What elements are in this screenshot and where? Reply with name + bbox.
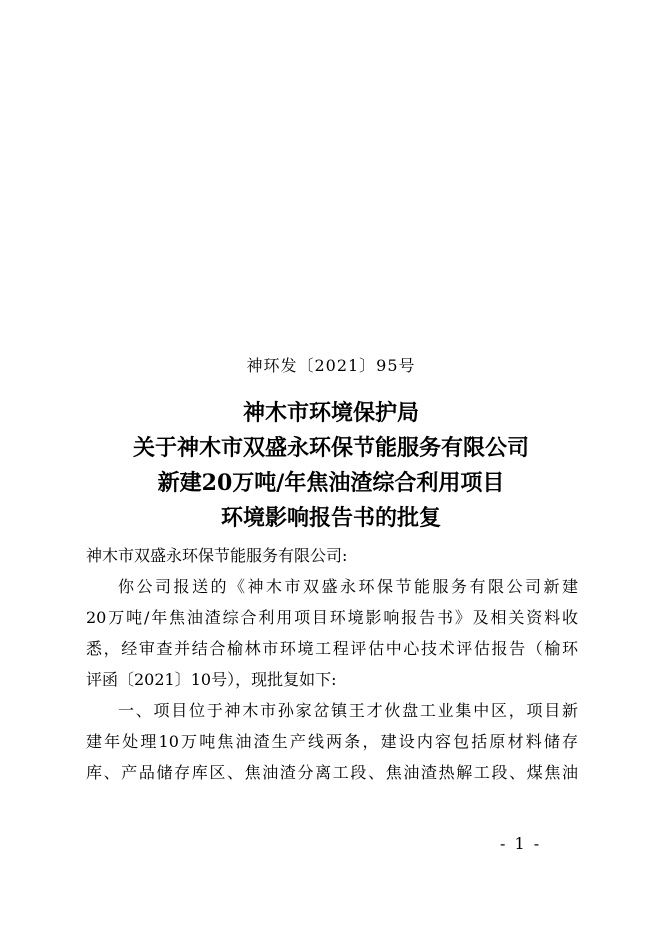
title-line: 环境影响报告书的批复	[220, 505, 441, 531]
paragraph-line: 评函〔2021〕10号），现批复如下:	[86, 670, 337, 689]
paragraph-line: 20万吨/年焦油渣综合利用项目环境影响报告书》及相关资料收	[86, 608, 578, 627]
title-line: 神木市环境保护局	[242, 400, 419, 426]
paragraph-line: 一、项目位于神木市孙家岔镇王才伙盘工业集中区，项目新	[118, 701, 578, 720]
document-number: 神环发〔2021〕95号	[246, 356, 416, 375]
document-body	[86, 540, 578, 788]
page-number: - 1 -	[500, 834, 542, 853]
title-line: 新建20万吨/年焦油渣综合利用项目	[157, 470, 505, 496]
addressee: 神木市双盛永环保节能服务有限公司:	[86, 546, 348, 565]
paragraph-line: 你公司报送的《神木市双盛永环保节能服务有限公司新建	[118, 577, 578, 596]
document-title	[0, 396, 662, 536]
paragraph-line: 库、产品储存库区、焦油渣分离工段、焦油渣热解工段、煤焦油	[86, 763, 578, 782]
paragraph-line: 悉，经审查并结合榆林市环境工程评估中心技术评估报告（榆环	[86, 639, 578, 658]
title-line: 关于神木市双盛永环保节能服务有限公司	[132, 435, 529, 461]
paragraph-line: 建年处理10万吨焦油渣生产线两条，建设内容包括原材料储存	[86, 732, 578, 751]
